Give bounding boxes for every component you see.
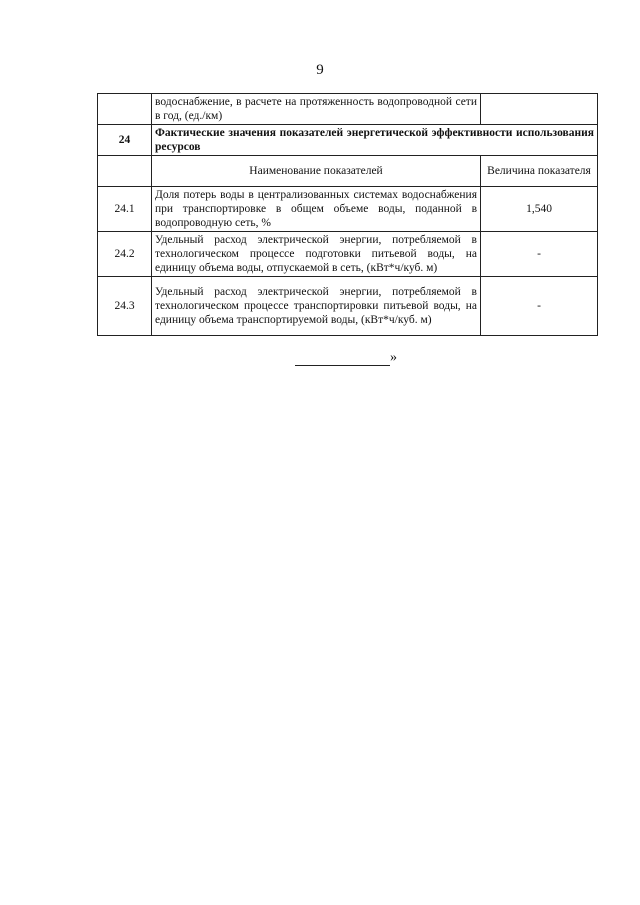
header-indicator-value: Величина показателя — [481, 156, 598, 187]
table-row-continuation — [98, 94, 598, 125]
row-number: 24.1 — [98, 187, 152, 232]
closing-line — [295, 350, 397, 366]
row-value: - — [481, 232, 598, 277]
row-text: Удельный расход электрической энергии, потребляемой в технологическом процессе транспортировки питьевой воды, на единицу объема транспортируемой воды, (кВт*ч/куб. м) — [152, 277, 481, 336]
table-header-row — [98, 156, 598, 187]
closing-quote-mark: » — [390, 350, 397, 365]
row-text: Удельный расход электрической энергии, потребляемой в технологическом процессе подготовки питьевой воды, на единицу объема воды, отпускаемой в сеть, (кВт*ч/куб. м) — [152, 232, 481, 277]
row-number: 24.2 — [98, 232, 152, 277]
header-indicator-name: Наименование показателей — [152, 156, 481, 187]
section-row — [98, 125, 598, 156]
row-text: водоснабжение, в расчете на протяженность водопроводной сети в год, (ед./км) — [152, 94, 481, 125]
signature-underline — [295, 351, 390, 366]
page-number: 9 — [316, 62, 324, 78]
header-empty-cell — [98, 156, 152, 187]
row-value: 1,540 — [481, 187, 598, 232]
table-row — [98, 277, 598, 336]
indicators-table — [97, 93, 598, 336]
row-number — [98, 94, 152, 125]
row-value: - — [481, 277, 598, 336]
section-number: 24 — [98, 125, 152, 156]
row-number: 24.3 — [98, 277, 152, 336]
table-row — [98, 187, 598, 232]
table-row — [98, 232, 598, 277]
section-title: Фактические значения показателей энергетической эффективности использования ресурсов — [152, 125, 598, 156]
row-value — [481, 94, 598, 125]
row-text: Доля потерь воды в централизованных системах водоснабжения при транспортировке в общем объеме воды, поданной в водопроводную сеть, % — [152, 187, 481, 232]
